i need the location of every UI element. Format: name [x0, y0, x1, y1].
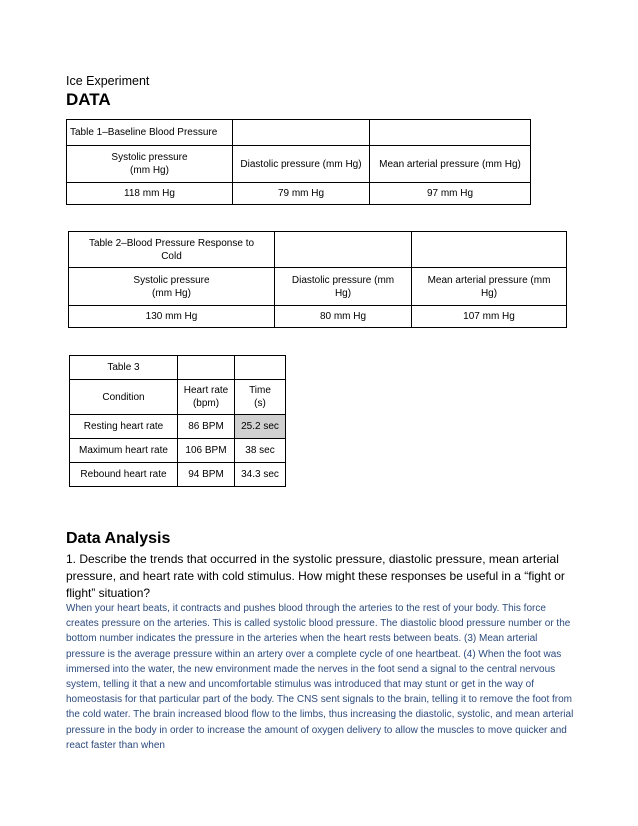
row-heart-rate: 86 BPM: [178, 415, 235, 439]
analysis-answer: When your heart beats, it contracts and pushes blood through the arteries to the rest of your body. This force creates pressure on the arteries. This is called systolic blood pressure. The diastolic blood pressure number or the bottom number indicates the pressure in the arteries when the heart rests between beats. (3) Mean arterial pressure is the average pressure within an artery over a complete cycle of one heartbeat. (4) When the foot was immersed into the water, the new environment made the nerves in the foot send a signal to the central nervous system, telling it that a new and uncomfortable stimulus was introduced that may stunt or get in the way of homeostasis for that particular part of the body. The CNS sent signals to the brain, telling it to remove the foot from the cold water. The brain increased blood flow to the limbs, thus increasing the diastolic, systolic, and mean arterial pressure in the body in order to increase the amount of oxygen delivery to allow the muscles to move quicker and react faster than when: [66, 603, 574, 751]
header-condition: Condition: [70, 380, 178, 415]
row-condition: Maximum heart rate: [70, 439, 178, 463]
table-title: Table 3: [70, 356, 178, 380]
section-heading-data: DATA: [66, 90, 111, 109]
value-mean-arterial: 107 mm Hg: [412, 306, 567, 328]
row-time: 25.2 sec: [235, 415, 286, 439]
row-condition: Resting heart rate: [70, 415, 178, 439]
empty-cell: [178, 356, 235, 380]
value-systolic: 118 mm Hg: [67, 183, 233, 205]
table-cold-response: [68, 231, 567, 328]
experiment-title: Ice Experiment: [66, 74, 150, 88]
analysis-question: 1. Describe the trends that occurred in the systolic pressure, diastolic pressure, mean arterial pressure, and heart rate with cold stimulus. How might these responses be useful in a “fight or flight” situation?: [66, 552, 565, 600]
value-diastolic: 79 mm Hg: [233, 183, 370, 205]
table-title: Table 2–Blood Pressure Response to Cold: [69, 232, 275, 268]
value-diastolic: 80 mm Hg: [275, 306, 412, 328]
section-heading-data-analysis: Data Analysis: [66, 530, 171, 547]
header-time: Time (s): [235, 380, 286, 415]
row-time: 34.3 sec: [235, 463, 286, 487]
empty-cell: [370, 120, 531, 146]
header-mean-arterial: Mean arterial pressure (mm Hg): [412, 268, 567, 306]
table-baseline-blood-pressure: [66, 119, 531, 205]
empty-cell: [412, 232, 567, 268]
header-diastolic: Diastolic pressure (mm Hg): [233, 146, 370, 183]
table-title: Table 1–Baseline Blood Pressure: [67, 120, 233, 146]
value-systolic: 130 mm Hg: [69, 306, 275, 328]
empty-cell: [233, 120, 370, 146]
row-time: 38 sec: [235, 439, 286, 463]
value-mean-arterial: 97 mm Hg: [370, 183, 531, 205]
header-mean-arterial: Mean arterial pressure (mm Hg): [370, 146, 531, 183]
row-condition: Rebound heart rate: [70, 463, 178, 487]
header-heart-rate: Heart rate (bpm): [178, 380, 235, 415]
empty-cell: [275, 232, 412, 268]
row-heart-rate: 94 BPM: [178, 463, 235, 487]
table-heart-rate: [69, 355, 286, 487]
empty-cell: [235, 356, 286, 380]
header-systolic: Systolic pressure (mm Hg): [67, 146, 233, 183]
header-diastolic: Diastolic pressure (mm Hg): [275, 268, 412, 306]
header-systolic: Systolic pressure (mm Hg): [69, 268, 275, 306]
row-heart-rate: 106 BPM: [178, 439, 235, 463]
